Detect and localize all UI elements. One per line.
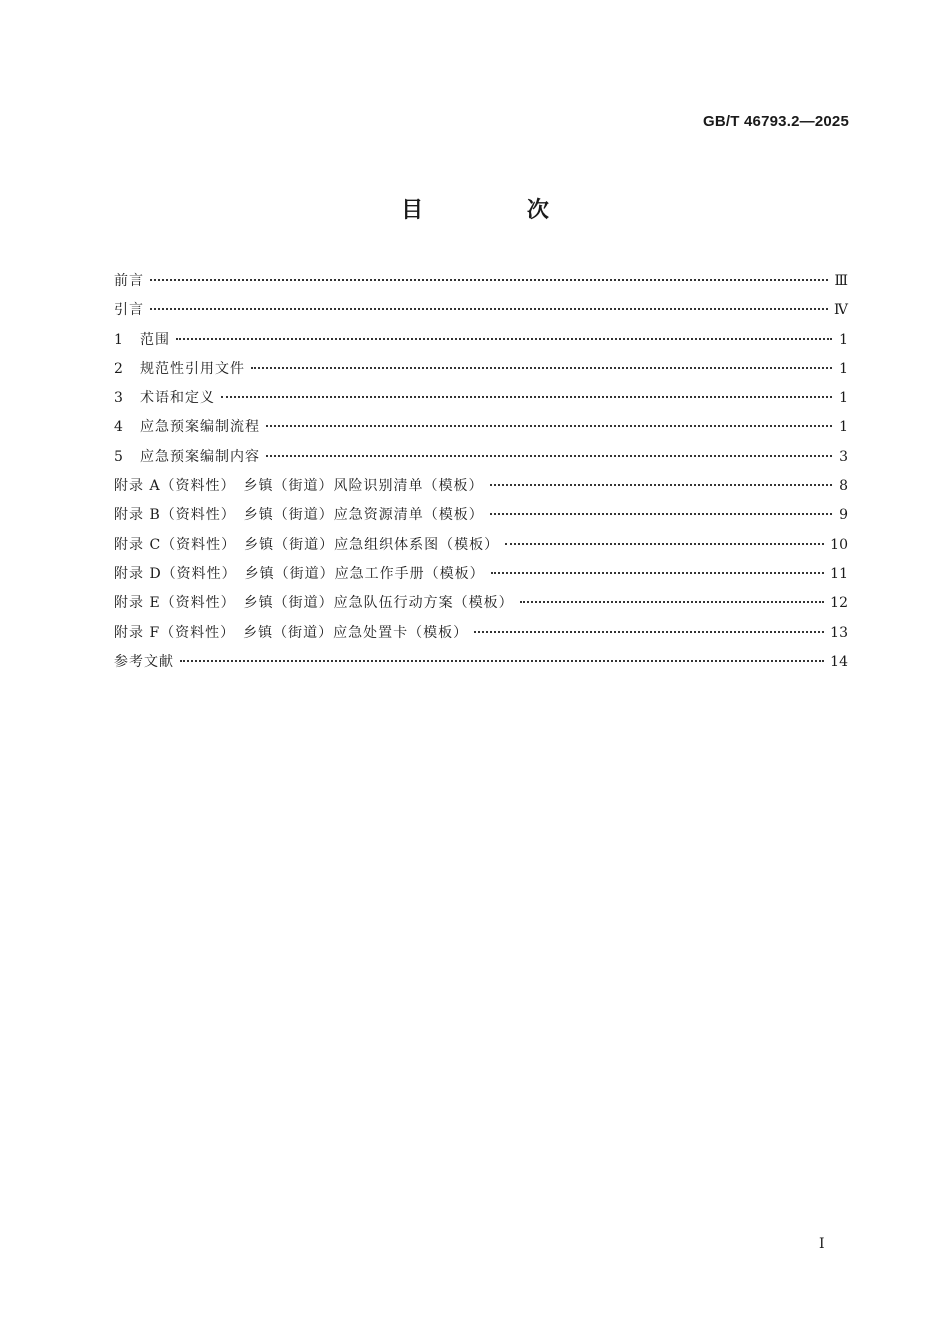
toc-entry-page: Ⅳ [834,302,848,319]
toc-entry[interactable] [114,504,848,533]
toc-dot-leader [505,543,824,545]
toc-entry[interactable] [114,270,848,299]
toc-entry-label: 附录 A（资料性） 乡镇（街道）风险识别清单（模板） [114,478,484,495]
toc-entry-number: 4 [114,419,123,436]
toc-dot-leader [490,484,832,486]
toc-entry[interactable] [114,329,848,358]
toc-entry[interactable] [114,475,848,504]
toc-entry-label: 附录 C（资料性） 乡镇（街道）应急组织体系图（模板） [114,536,500,553]
toc-entry-page: 9 [839,507,848,524]
toc-entry-page: Ⅲ [834,273,848,289]
toc-entry-label: 引言 [114,302,144,319]
toc-entry[interactable] [114,651,848,680]
toc-dot-leader [150,279,828,281]
toc-entry-number: 2 [114,360,123,377]
toc-dot-leader [266,425,832,427]
toc-entry-page: 12 [830,595,848,612]
toc-dot-leader [251,367,832,369]
toc-entry-label: 参考文献 [114,653,174,670]
toc-entry-number: 1 [114,331,123,348]
toc-entry-label: 术语和定义 [140,390,215,407]
toc-dot-leader [150,308,828,310]
toc-entry[interactable] [114,446,848,475]
toc-entry-label: 附录 D（资料性） 乡镇（街道）应急工作手册（模板） [114,565,485,582]
toc-entry-label: 范围 [140,331,170,348]
toc-entry-label: 附录 B（资料性） 乡镇（街道）应急资源清单（模板） [114,507,484,524]
toc-entry[interactable] [114,358,848,387]
toc-entry-page: 1 [839,360,848,377]
toc-entry[interactable] [114,387,848,416]
toc-dot-leader [266,455,832,457]
toc-entry-page: 1 [839,390,848,407]
toc-dot-leader [490,513,832,515]
toc-entry-page: 3 [839,448,848,465]
toc-title: 目 次 [401,198,597,223]
standard-number: GB/T 46793.2—2025 [703,113,849,130]
toc-entry-label: 应急预案编制流程 [140,419,260,436]
toc-entry-label: 前言 [114,273,144,289]
toc-list [114,270,848,680]
toc-entry-page: 14 [830,653,848,670]
toc-entry-page: 1 [839,419,848,436]
toc-entry-page: 11 [830,565,848,582]
toc-entry[interactable] [114,534,848,563]
toc-entry-label: 附录 F（资料性） 乡镇（街道）应急处置卡（模板） [114,624,469,641]
toc-entry[interactable] [114,563,848,592]
toc-entry-label: 附录 E（资料性） 乡镇（街道）应急队伍行动方案（模板） [114,595,514,612]
toc-entry-page: 8 [839,478,848,495]
toc-dot-leader [520,601,825,603]
toc-dot-leader [221,396,832,398]
toc-entry-page: 13 [830,624,848,641]
page-number: Ⅰ [819,1236,825,1252]
toc-entry-page: 10 [830,536,848,553]
toc-entry-label: 规范性引用文件 [140,360,245,377]
toc-entry[interactable] [114,299,848,328]
toc-dot-leader [474,631,824,633]
toc-entry-label: 应急预案编制内容 [140,448,260,465]
toc-dot-leader [176,338,832,340]
toc-entry[interactable] [114,592,848,621]
toc-entry[interactable] [114,416,848,445]
toc-entry-number: 3 [114,390,123,407]
toc-entry-page: 1 [839,331,848,348]
toc-entry-number: 5 [114,448,123,465]
toc-dot-leader [491,572,824,574]
toc-dot-leader [180,660,824,662]
toc-entry[interactable] [114,622,848,651]
